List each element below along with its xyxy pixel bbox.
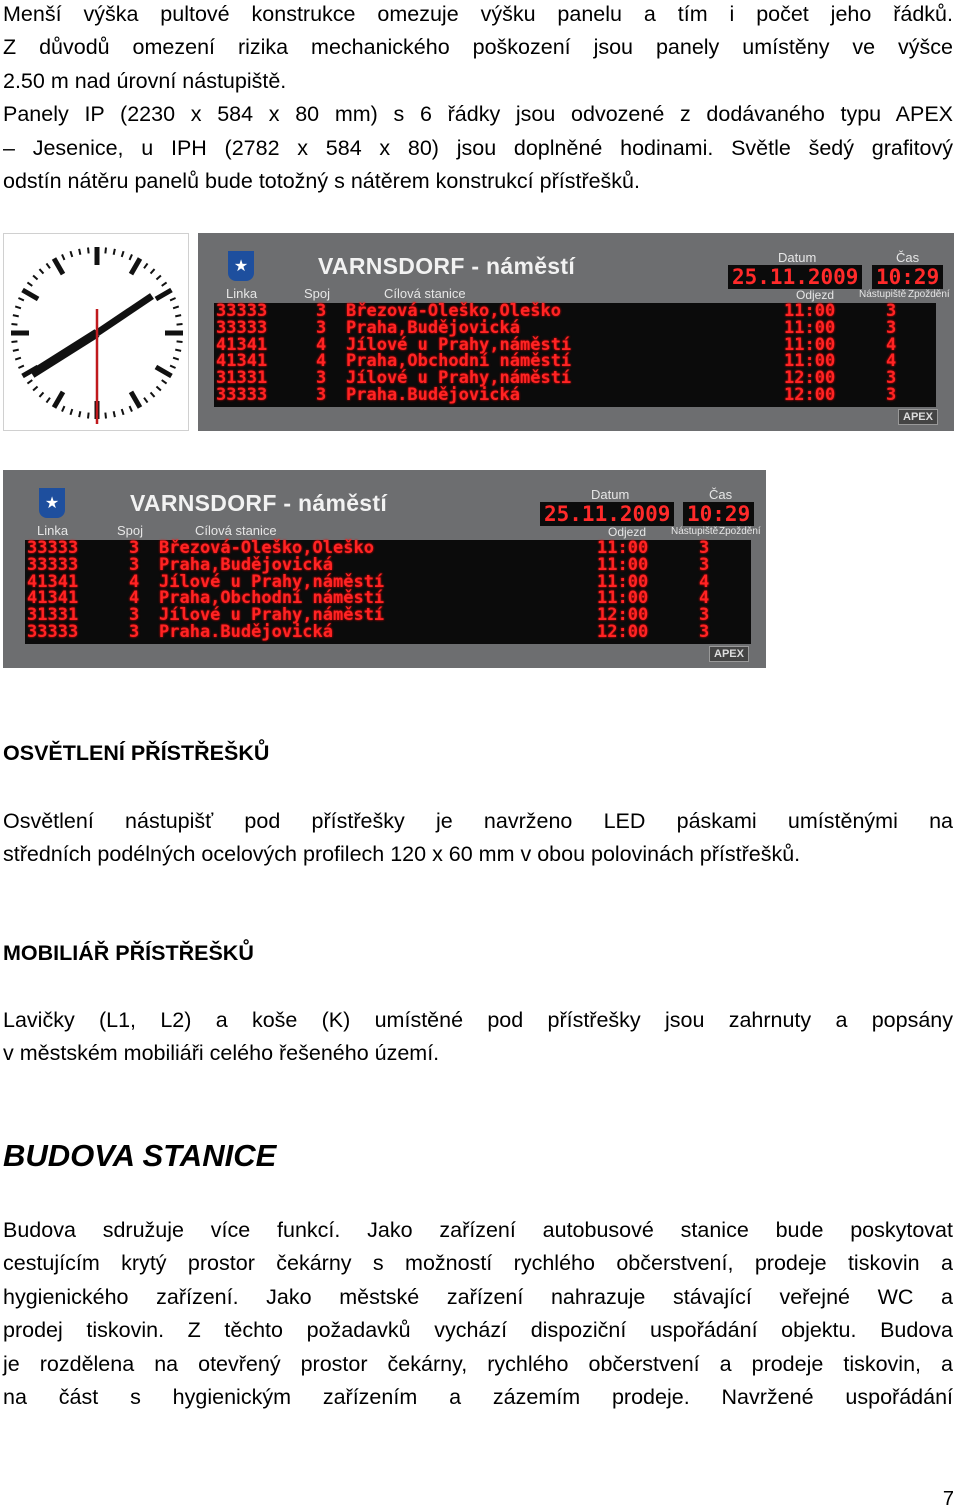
led-linka: 31331: [216, 368, 268, 389]
led-destination: Praha,Obchodní náměstí: [346, 351, 572, 372]
caption-cilova-stanice: Cílová stanice: [384, 286, 466, 301]
text-line: cestujícím krytý prostor čekárny s možností rychlého občerstvení, prodeje tiskovin a: [3, 1251, 953, 1276]
text-line: je rozdělena na otevřený prostor čekárny, rychlého občerstvení a prodeje tiskovin, a: [3, 1351, 953, 1376]
caption-linka: Linka: [37, 523, 69, 538]
caption-nastupiste: Nástupiště: [859, 289, 907, 300]
led-linka: 33333: [27, 538, 79, 558]
furniture-paragraph: [3, 1004, 953, 1071]
city-logo: [228, 251, 254, 281]
led-destination: Jílové u Prahy,náměstí: [346, 368, 572, 389]
led-linka: 33333: [216, 317, 268, 338]
led-spoj: 3: [316, 301, 327, 321]
svg-text:★: ★: [233, 256, 249, 275]
led-destination: Praha.Budějovická: [346, 385, 520, 405]
led-departure: 11:00: [597, 571, 649, 592]
led-destination: Jílové u Prahy,náměstí: [346, 334, 572, 355]
led-platform: 3: [886, 368, 897, 389]
caption-nastupiste: Nástupiště: [671, 526, 719, 537]
led-spoj: 4: [129, 571, 140, 592]
text-line: odstín nátěru panelů bude totožný s nátěrem konstrukcí přístřešků.: [3, 169, 640, 194]
led-spoj: 3: [129, 605, 140, 626]
text-line: Menší výška pultové konstrukce omezuje výšku panelu a tím i počet jeho řádků.: [3, 2, 953, 26]
led-linka: 33333: [216, 301, 268, 321]
led-platform: 4: [699, 588, 710, 609]
led-destination: Praha,Budějovická: [346, 317, 520, 338]
board-date: 25.11.2009: [728, 265, 862, 289]
caption-cas: Čas: [896, 250, 920, 265]
caption-cilova-stanice: Cílová stanice: [195, 523, 277, 538]
led-linka: 41341: [27, 588, 79, 609]
led-linka: 41341: [216, 351, 268, 372]
heading-furniture: MOBILIÁŘ PŘÍSTŘEŠKŮ: [3, 941, 254, 965]
text-line: Osvětlení nástupišť pod přístřešky je navrženo LED páskami umístěnými na: [3, 809, 953, 833]
apex-brand: APEX: [709, 646, 749, 662]
board-date: 25.11.2009: [540, 502, 674, 526]
led-spoj: 3: [129, 538, 140, 558]
led-platform: 3: [886, 385, 897, 405]
caption-odjezd: Odjezd: [608, 525, 647, 539]
caption-zpozdeni: Zpoždění: [908, 289, 950, 300]
text-line: Budova sdružuje více funkcí. Jako zařízení autobusové stanice bude poskytovat: [3, 1218, 953, 1242]
led-linka: 33333: [27, 554, 79, 575]
text-line: 2.50 m nad úrovní nástupiště.: [3, 68, 287, 93]
led-spoj: 4: [316, 334, 327, 355]
caption-cas: Čas: [709, 487, 733, 502]
led-destination: Březová-Oleško,Oleško: [346, 301, 561, 321]
text-line: Lavičky (L1, L2) a koše (K) umístěné pod přístřešky jsou zahrnuty a popsány: [3, 1008, 953, 1032]
departure-board-panel-2: [3, 470, 766, 668]
text-line: středních podélných ocelových profilech 120 x 60 mm v obou polovinách přístřešků.: [3, 842, 801, 867]
led-spoj: 3: [129, 554, 140, 575]
led-destination: Praha,Obchodní náměstí: [159, 588, 385, 609]
station-clock-image: [3, 233, 189, 431]
led-spoj: 4: [129, 588, 140, 609]
led-linka: 33333: [216, 385, 268, 405]
intro-paragraph: [3, 0, 953, 198]
led-departure: 11:00: [597, 554, 649, 575]
heading-lighting: OSVĚTLENÍ PŘÍSTŘEŠKŮ: [3, 741, 270, 765]
clock-face-icon: [4, 234, 190, 432]
led-linka: 41341: [27, 571, 79, 592]
led-spoj: 3: [316, 385, 327, 405]
led-platform: 4: [886, 334, 897, 355]
led-departure: 12:00: [784, 385, 836, 405]
text-line: na část s hygienickým zařízením a zázemím prodeje. Navržené uspořádání: [3, 1385, 953, 1410]
led-platform: 3: [699, 605, 710, 626]
svg-text:★: ★: [44, 493, 60, 512]
led-platform: 3: [699, 538, 710, 558]
text-line: v městském mobiliáři celého řešeného území.: [3, 1041, 440, 1066]
led-departure: 11:00: [597, 588, 649, 609]
led-spoj: 3: [316, 368, 327, 389]
departure-board-panel-1: [198, 233, 954, 431]
led-platform: 3: [886, 317, 897, 338]
led-linka: 33333: [27, 622, 79, 642]
led-departure: 11:00: [597, 538, 649, 558]
led-destination: Praha.Budějovická: [159, 622, 333, 642]
city-logo: [39, 488, 65, 518]
board-time: 10:29: [683, 502, 754, 526]
caption-datum: Datum: [591, 487, 630, 502]
led-linka: 41341: [216, 334, 268, 355]
led-spoj: 4: [316, 351, 327, 372]
led-destination: Praha,Budějovická: [159, 554, 333, 575]
led-platform: 3: [886, 301, 897, 321]
text-line: Panely IP (2230 x 584 x 80 mm) s 6 řádky jsou odvozené z dodávaného typu APEX: [3, 102, 953, 127]
led-departure: 11:00: [784, 351, 836, 372]
led-linka: 31331: [27, 605, 79, 626]
led-destination: Jílové u Prahy,náměstí: [159, 571, 385, 592]
caption-zpozdeni: Zpoždění: [719, 526, 761, 537]
led-platform: 3: [699, 554, 710, 575]
text-line: – Jesenice, u IPH (2782 x 584 x 80) jsou doplněné hodinami. Světle šedý grafitový: [3, 135, 953, 160]
led-platform: 4: [886, 351, 897, 372]
page-number: 7: [942, 1488, 954, 1510]
apex-brand: APEX: [898, 409, 938, 425]
led-platform: 4: [699, 571, 710, 592]
led-departure: 12:00: [784, 368, 836, 389]
led-destination: Jílové u Prahy,náměstí: [159, 605, 385, 626]
text-line: prodej tiskovin. Z těchto požadavků vychází dispoziční uspořádání objektu. Budova: [3, 1318, 953, 1343]
board-title: VARNSDORF - náměstí: [318, 253, 576, 279]
caption-datum: Datum: [778, 250, 817, 265]
led-departure: 11:00: [784, 301, 836, 321]
caption-linka: Linka: [226, 286, 258, 301]
led-departure: 11:00: [784, 334, 836, 355]
caption-odjezd: Odjezd: [796, 288, 835, 302]
led-platform: 3: [699, 622, 710, 642]
board-time: 10:29: [872, 265, 943, 289]
board-title: VARNSDORF - náměstí: [130, 490, 388, 516]
led-departure: 12:00: [597, 622, 649, 642]
led-destination: Březová-Oleško,Oleško: [159, 538, 374, 558]
caption-spoj: Spoj: [304, 286, 331, 301]
caption-spoj: Spoj: [117, 523, 144, 538]
led-departure: 11:00: [784, 317, 836, 338]
building-paragraph: [3, 1214, 953, 1414]
led-departure: 12:00: [597, 605, 649, 626]
text-line: Z důvodů omezení rizika mechanického poškození jsou panely umístěny ve výšce: [3, 35, 953, 60]
text-line: hygienického zařízení. Jako městské zařízení nahrazuje stávající veřejné WC a: [3, 1284, 953, 1309]
led-spoj: 3: [129, 622, 140, 642]
lighting-paragraph: [3, 805, 953, 872]
heading-building: BUDOVA STANICE: [3, 1138, 277, 1173]
led-spoj: 3: [316, 317, 327, 338]
